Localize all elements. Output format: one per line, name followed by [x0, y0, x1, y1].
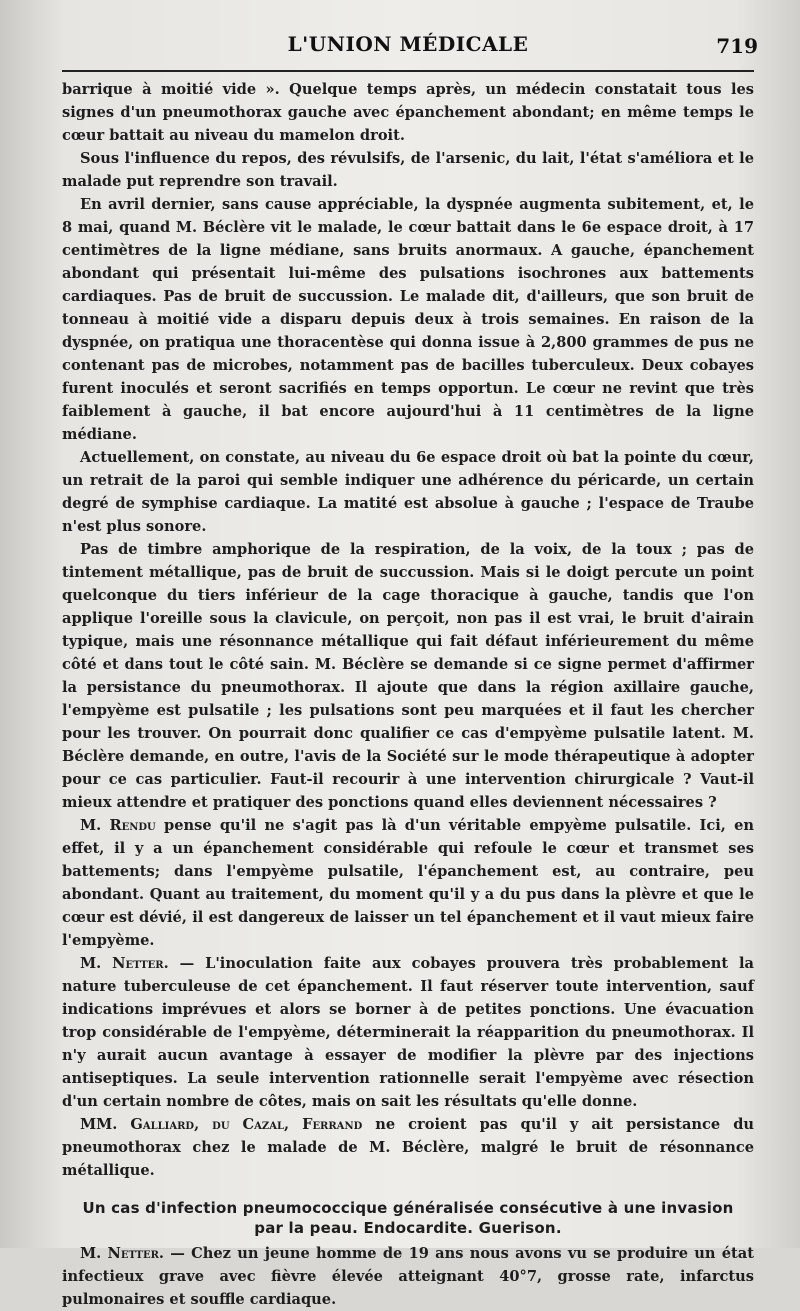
speaker-name: M. Netter.: [80, 955, 169, 972]
paragraph-6-text: pense qu'il ne s'agit pas là d'un véritable empyème pulsatile. Ici, en effet, il y a un épanchement considérable qui refoule le cœur et transmet ses battements; dans l'empyème pulsatile, l'épanchement est, au contraire, peu abondant. Quant au traitement, du moment qu'il y a du pus dans la plèvre et que le cœur est dévié, il est dangereux de laisser un tel épanchement et il vaut mieux faire l'empyème.: [62, 817, 754, 949]
paragraph-6: [62, 814, 754, 952]
paragraph-7: [62, 952, 754, 1113]
header-rule: [62, 70, 754, 72]
paragraph-5: Pas de timbre amphorique de la respiration, de la voix, de la toux ; pas de tintement métallique, pas de bruit de succussion. Mais si le doigt percute un point quelconque du tiers inférieur de la cage thoracique à gauche, tandis que l'on applique l'oreille sous la clavicule, on perçoit, non pas il est vrai, le bruit d'airain typique, mais une résonnance métallique qui fait défaut inférieurement du même côté et dans tout le côté sain. M. Béclère se demande si ce signe permet d'affirmer la persistance du pneumothorax. Il ajoute que dans la région axillaire gauche, l'empyème est pulsatile ; les pulsations sont peu marquées et il faut les chercher pour les trouver. On pourrait donc qualifier ce cas d'empyème pulsatile latent. M. Béclère demande, en outre, l'avis de la Société sur le mode thérapeutique à adopter pour ce cas particulier. Faut-il recourir à une intervention chirurgicale ? Vaut-il mieux attendre et pratiquer des ponctions quand elles deviennent nécessaires ?: [62, 541, 754, 811]
paragraph-7-text: — L'inoculation faite aux cobayes prouvera très probablement la nature tuberculeuse de cet épanchement. Il faut réserver toute intervention, sauf indications imprévues et alors se borner à de petites ponctions. Une évacuation trop considérable de l'empyème, déterminerait la réapparition du pneumothorax. Il n'y aurait aucun avantage à essayer de modifier la plèvre par des injections antiseptiques. La seule intervention rationnelle serait l'empyème avec résection d'un certain nombre de côtes, mais on sait les résultats qu'elle donne.: [62, 955, 754, 1110]
page-number: 719: [716, 34, 758, 58]
section-title-line-1: Un cas d'infection pneumococcique généralisée consécutive à une invasion: [82, 1199, 734, 1217]
page-header: [62, 30, 758, 64]
paragraph-1: barrique à moitié vide ». Quelque temps après, un médecin constatait tous les signes d'un pneumothorax gauche avec épanchement abondant; en même temps le cœur battait au niveau du mamelon droit.: [62, 81, 754, 144]
paragraph-4: Actuellement, on constate, au niveau du 6e espace droit où bat la pointe du cœur, un retrait de la paroi qui semble indiquer une adhérence du péricarde, un certain degré de symphise cardiaque. La matité est absolue à gauche ; l'espace de Traube n'est plus sonore.: [62, 449, 754, 535]
paragraph-2: Sous l'influence du repos, des révulsifs, de l'arsenic, du lait, l'état s'améliora et le malade put reprendre son travail.: [62, 150, 754, 190]
paragraph-final-text: — Chez un jeune homme de 19 ans nous avons vu se produire un état infectieux grave avec fièvre élevée atteignant 40°7, grosse rate, infarctus pulmonaires et souffle cardiaque.: [62, 1245, 754, 1308]
running-title: L'UNION MÉDICALE: [287, 32, 529, 56]
paragraph-3: En avril dernier, sans cause appréciable, la dyspnée augmenta subitement, et, le 8 mai, quand M. Béclère vit le malade, le cœur battait dans le 6e espace droit, à 17 centimètres de la ligne médiane, sans bruits anormaux. A gauche, épanchement abondant qui présentait lui-même des pulsations isochrones aux battements cardiaques. Pas de bruit de succussion. Le malade dit, d'ailleurs, que son bruit de tonneau à moitié vide a disparu depuis deux à trois semaines. En raison de la dyspnée, on pratiqua une thoracentèse qui donna issue à 2,800 grammes de pus ne contenant pas de microbes, notamment pas de bacilles tuberculeux. Deux cobayes furent inoculés et seront sacrifiés en temps opportun. Le cœur ne revint que très faiblement à gauche, il bat encore aujourd'hui à 11 centimètres de la ligne médiane.: [62, 196, 754, 443]
speaker-name: M. Netter.: [80, 1245, 165, 1262]
section-title: [62, 1198, 754, 1238]
speaker-name: M. Rendu: [80, 817, 156, 834]
speaker-name: MM. Galliard, du Cazal, Ferrand: [80, 1116, 363, 1133]
paragraph-final: [62, 1242, 754, 1311]
section-body: [62, 1242, 754, 1311]
section-title-line-2: par la peau. Endocardite. Guerison.: [254, 1219, 562, 1237]
article-body: [62, 78, 754, 1182]
paragraph-8-text: ne croient pas qu'il y ait persistance du pneumothorax chez le malade de M. Béclère, malgré le bruit de résonnance métallique.: [62, 1116, 755, 1179]
paragraph-8: [62, 1113, 754, 1182]
